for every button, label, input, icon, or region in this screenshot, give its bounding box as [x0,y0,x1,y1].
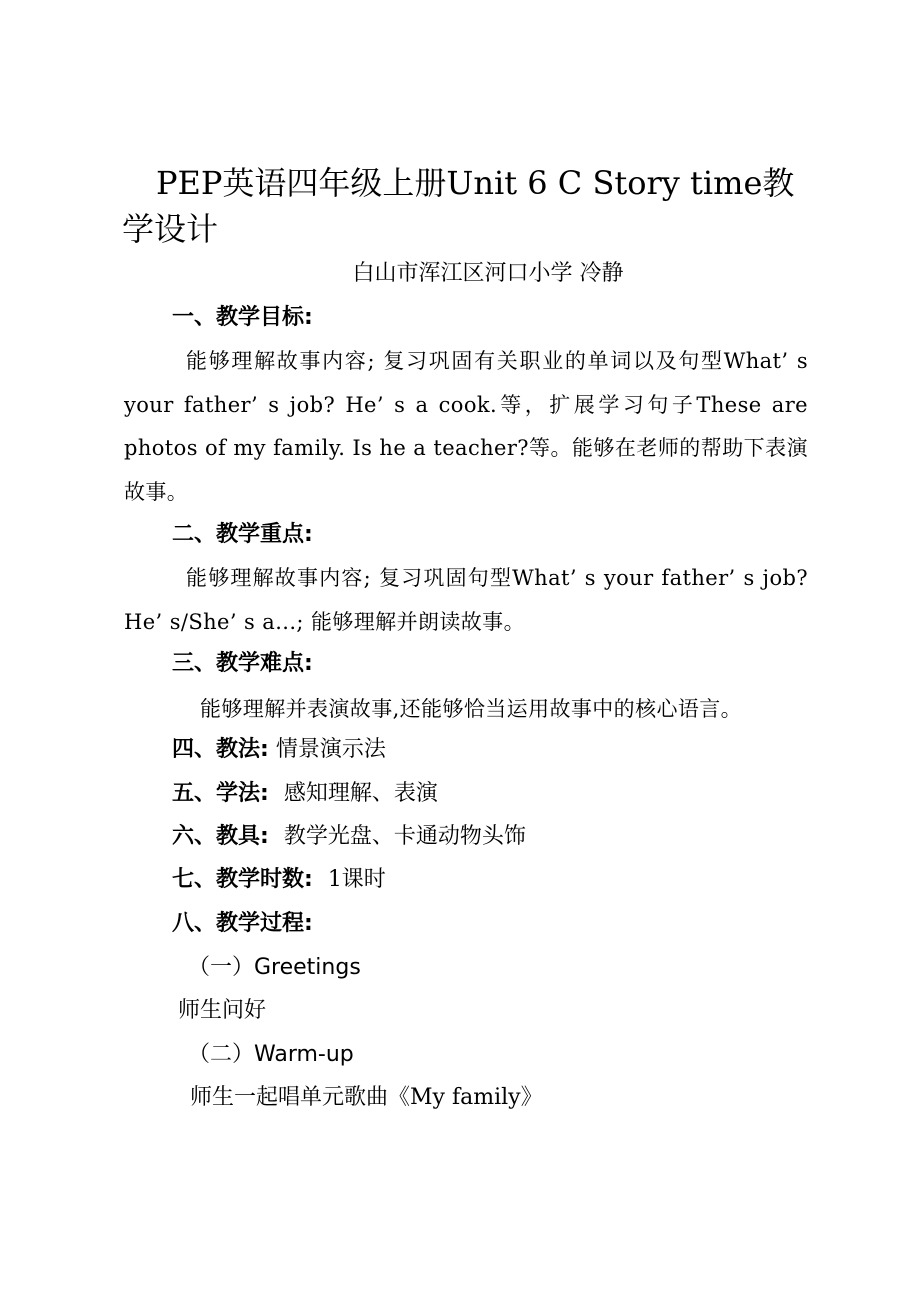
difficulties-heading: 三、教学难点: [172,651,313,676]
process-heading: 八、教学过程: [172,911,313,936]
author-line: 白山市浑江区河口小学 冷静 [352,261,624,286]
difficulties-text: 能够理解并表演故事,还能够恰当运用故事中的核心语言。 [200,697,743,721]
document-title: PEP英语四年级上册Unit 6 C Story time教学设计 [122,164,795,248]
process-step-label: （一）Greetings [188,955,361,980]
hours-heading: 七、教学时数: [172,867,313,892]
method-heading: 四、教法: [172,737,269,762]
tools-row [172,821,526,853]
tools-heading: 六、教具: [172,824,269,849]
key-points-text: 能够理解故事内容; 复习巩固句型What’ s your father’ s job? He’ s/She’ s a...; 能够理解并朗读故事。 [124,566,808,634]
key-points-heading: 二、教学重点: [172,522,313,547]
learning-row [172,778,438,810]
objectives-heading: 一、教学目标: [172,305,313,330]
learning-heading: 五、学法: [172,781,269,806]
objectives-text: 能够理解故事内容; 复习巩固有关职业的单词以及句型What’ s your father’ s job? He’ s a cook.等，扩展学习句子These are photos of my family. Is he a teacher?等。能够在老师的帮助下表演故事。 [124,349,808,504]
process-step-detail: 师生一起唱单元歌曲《My family》 [190,1085,543,1110]
hours-row [172,864,386,896]
tools-value: 教学光盘、卡通动物头饰 [283,824,526,849]
hours-value: 1课时 [327,867,386,892]
method-row [172,734,386,766]
process-step-detail: 师生问好 [178,998,267,1023]
method-value: 情景演示法 [275,737,386,762]
learning-value: 感知理解、表演 [283,781,438,806]
process-step-label: （二）Warm-up [188,1042,354,1067]
